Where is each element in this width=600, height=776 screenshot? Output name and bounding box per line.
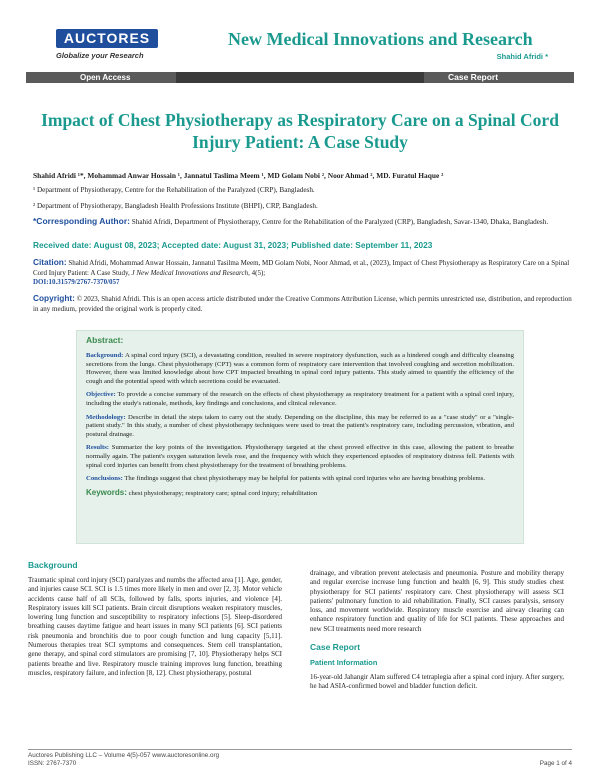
article-type-label: Case Report xyxy=(448,72,499,82)
footer-publisher xyxy=(28,752,219,768)
citation-label: Citation: xyxy=(33,257,67,267)
abstract-conclusions-label: Conclusions: xyxy=(86,475,123,483)
journal-title: New Medical Innovations and Research xyxy=(228,29,533,49)
body-column-left xyxy=(28,560,282,678)
case-report-heading: Case Report xyxy=(310,642,361,653)
copyright xyxy=(33,294,573,314)
article-dates: Received date: August 08, 2023; Accepted date: August 31, 2023; Published date: September 11, 2023 xyxy=(33,240,433,250)
open-access-label: Open Access xyxy=(80,73,131,82)
author-list: Shahid Afridi ¹*, Mohammad Anwar Hossain ¹, Jannatul Taslima Meem ¹, MD Golam Nobi ², Noor Ahmad ², MD. Furatul Haque ² xyxy=(33,171,444,180)
header-author: Shahid Afridi * xyxy=(496,52,548,61)
abstract-objective-text: To provide a concise summary of the research on the effects of chest physiotherapy as respiratory treatment for a patient with a spinal cord injury, including the study's rationale, methods, key findings and conclusions, and clinical relevance. xyxy=(86,391,514,407)
page-number: Page 1 of 4 xyxy=(539,760,572,767)
abstract-box xyxy=(76,330,524,544)
publisher-logo: AUCTORES xyxy=(56,29,158,48)
publisher-tagline: Globalize your Research xyxy=(56,51,144,60)
footer-divider xyxy=(28,749,572,750)
citation-journal: J New Medical Innovations and Research, xyxy=(131,268,250,277)
keywords-text: chest physiotherapy; respiratory care; spinal cord injury; rehabilitation xyxy=(126,489,318,497)
abstract-results xyxy=(86,444,514,470)
corresponding-author xyxy=(33,216,573,227)
abstract-results-text: Summarize the key points of the investigation. Physiotherapy targeted at the chest proved effective in this case, allowing the patient to breathe normally again. The patient's oxygen saturation levels rose, and the frequency with which they experienced episodes of respiratory distress fell. Patients with spinal cord injuries can benefit from chest physiotherapy for the treatment of breathing problems. xyxy=(86,444,514,469)
abstract-conclusions xyxy=(86,475,514,484)
citation-text: Shahid Afridi, Mohammad Anwar Hossain, Jannatul Tasilma Meem, MD Golam Nobi, Noor Ahmad, et al., (2023), Impact of Chest Physiotherapy as Respiratory Care on a Spinal Cord Injury Patient: A Case Study, xyxy=(33,259,570,277)
band-right-segment xyxy=(424,72,574,83)
footer-issn: ISSN: 2767-7370 xyxy=(28,760,77,767)
background-paragraph: Traumatic spinal cord injury (SCI) paralyzes and numbs the affected area [1]. Age, gender, and injuries cause SCI. SCI is 1.5 times more likely in men and over [2, 3]. Motor vehicle accidents cause half of all SCIs, followed by falls, sports injuries, and violence [4]. Respiratory issues kill SCI patients. Brain circuit disruptions weaken respiratory muscles, lowering lung function and susceptibility to respiratory infections [5]. Sleep-disordered breathing causes daytime fatigue and heart issues in many SCI patients [6]. SCI patients risk pneumonia and bronchitis due to poor cough function and lung capacity [5,11]. Numerous therapies treat SCI symptoms and consequences. Stem cell transplantation, gene therapy, and spinal cord stimulators are promising [7, 10]. Physiotherapy helps SCI patients breathe and live. Respiratory muscle training improves lung function, breathing muscles, respiratory failure, and infection [8, 12]. Chest physiotherapy, postural xyxy=(28,576,282,677)
abstract-background-text: A spinal cord injury (SCI), a devastating condition, resulted in severe respiratory dysfunction, such as a hindered cough and difficulty cleansing secretions from the lungs. Chest physiotherapy (CPT) was a common form of respiratory care intervention that involved coughing and secretion mobilization. However, there was limited knowledge about how CPT impacted breathing in spinal cord injury patients. This study aimed to quantify the efficiency of the cough and the potential speed with which secretions could be evacuated. xyxy=(86,352,514,385)
background-heading: Background xyxy=(28,560,78,570)
corresponding-label: *Corresponding Author: xyxy=(33,216,130,226)
abstract-heading: Abstract: xyxy=(86,335,124,345)
keywords-label: Keywords: xyxy=(86,487,127,497)
abstract-objective xyxy=(86,391,514,408)
affiliation-2: ² Department of Physiotherapy, Bangladesh Health Professions Institute (BHPI), CRP, Bangladesh. xyxy=(33,202,318,210)
body-column-right xyxy=(310,569,564,692)
abstract-background-label: Background: xyxy=(86,352,124,359)
copyright-text: © 2023, Shahid Afridi. This is an open access article distributed under the Creative Commons Attribution License, which permits unrestricted use, distribution, and reproduction in any medium, provided the original work is properly cited. xyxy=(33,295,572,313)
article-title: Impact of Chest Physiotherapy as Respiratory Care on a Spinal Cord Injury Patient: A Case Study xyxy=(41,110,559,152)
corresponding-text: Shahid Afridi, Department of Physiotherapy, Centre for the Rehabilitation of the Paralyzed (CRP), Bangladesh, Savar-1340, Dhaka, Bangladesh. xyxy=(129,218,549,226)
abstract-keywords xyxy=(86,489,514,499)
abstract-results-label: Results: xyxy=(86,444,110,452)
footer-volume-line: Auctores Publishing LLC – Volume 4(5)-057 www.auctoresonline.org xyxy=(28,752,220,759)
abstract-methodology-label: Methodology: xyxy=(86,413,126,421)
abstract-methodology xyxy=(86,414,514,440)
abstract-methodology-text: Describe in detail the steps taken to carry out the study. Depending on the discipline, this may be referred to as a "case study" or a "single-patient study." In this study, a number of chest physiotherapy techniques were used to treat the patient's respiratory care, including percussion, vibration, and postural drainage. xyxy=(86,413,514,438)
abstract-objective-label: Objective: xyxy=(86,391,116,399)
doi-link[interactable]: DOI:10.31579/2767-7370/057 xyxy=(33,278,120,286)
abstract-background xyxy=(86,352,514,386)
citation xyxy=(33,258,573,288)
abstract-conclusions-text: The findings suggest that chest physiotherapy may be helpful for patients with spinal cord injuries who are having breathing problems. xyxy=(122,475,486,483)
background-continued-paragraph: drainage, and vibration prevent atelectasis and pneumonia. Posture and mobility therapy and regular exercise increase lung function and health [6, 9]. This study studies chest physiotherapy for SCI patients' respiratory care. Chest physiotherapy will assess SCI patients' pulmonary function to aid rehabilitation. Finally, SCI causes paralysis, sensory loss, and movement worldwide. Respiratory muscle exercise and airway clearing can enhance respiratory function and quality of life for SCI patients. These approaches and new SCI treatments need more research xyxy=(310,569,564,633)
patient-information-paragraph: 16-year-old Jahangir Alam suffered C4 tetraplegia after a spinal cord injury. After surgery, he had ASIA-confirmed bowel and bladder function deficit. xyxy=(310,673,564,691)
patient-information-heading: Patient Information xyxy=(310,658,378,668)
affiliation-1: ¹ Department of Physiotherapy, Centre for the Rehabilitation of the Paralyzed (CRP), Bangladesh. xyxy=(33,186,315,194)
copyright-label: Copyright: xyxy=(33,293,75,303)
citation-volume: 4(5); xyxy=(249,268,266,277)
